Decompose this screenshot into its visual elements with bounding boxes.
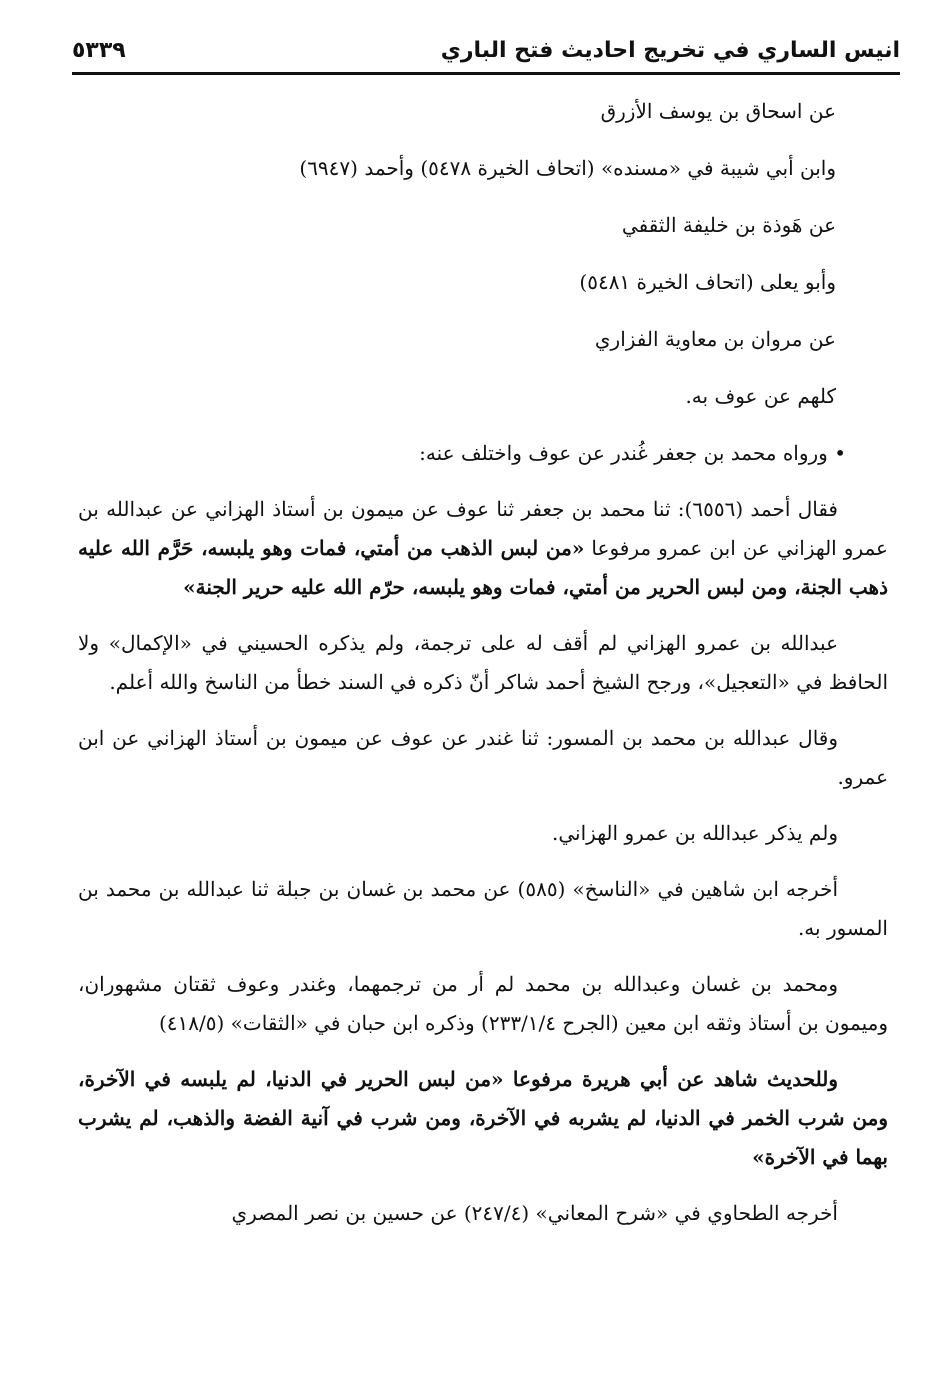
hadith-text: «من لبس الذهب من أمتي، فمات وهو يلبسه، حَرَّم الله عليه ذهب الجنة، ومن لبس الحرير من أمتي، فمات وهو يلبسه، حرّم الله عليه حرير الجنة» <box>78 536 888 599</box>
paragraph-shahid: وللحديث شاهد عن أبي هريرة مرفوعا «من لبس الحرير في الدنيا، لم يلبسه في الآخرة، ومن شرب الخمر في الدنيا، لم يشربه في الآخرة، ومن شرب في آنية الفضة والذهب، لم يشرب بهما في الآخرة» <box>78 1067 888 1169</box>
paragraph: وقال عبدالله بن محمد بن المسور: ثنا غندر عن عوف عن ميمون بن أستاذ الهزاني عن ابن عمرو. <box>78 726 888 789</box>
running-title: انيس الساري في تخريج احاديث فتح الباري <box>440 37 900 63</box>
text-line: وابن أبي شيبة في «مسنده» (اتحاف الخيرة ٥٤٧٨) وأحمد (٦٩٤٧) <box>299 156 836 180</box>
page-number: ٥٣٣٩ <box>72 37 126 63</box>
text-line: وأبو يعلى (اتحاف الخيرة ٥٤٨١) <box>579 270 836 294</box>
page-body <box>78 92 888 1364</box>
text-line: كلهم عن عوف به. <box>685 384 836 408</box>
bullet-line: • ورواه محمد بن جعفر غُندر عن عوف واختلف عنه: <box>419 441 846 465</box>
text-line: عن هَوذة بن خليفة الثقفي <box>621 213 836 237</box>
paragraph-hadith <box>78 490 888 607</box>
text-line: عن مروان بن معاوية الفزاري <box>594 327 836 351</box>
paragraph-text: فقال أحمد (٦٥٥٦): ثنا محمد بن جعفر ثنا عوف عن ميمون بن أستاذ الهزاني عن عبدالله بن عمرو الهزاني عن ابن عمرو مرفوعا <box>78 497 888 560</box>
paragraph: أخرجه ابن شاهين في «الناسخ» (٥٨٥) عن محمد بن غسان بن جبلة ثنا عبدالله بن محمد بن المسور به. <box>78 877 888 940</box>
paragraph: عبدالله بن عمرو الهزاني لم أقف له على ترجمة، ولم يذكره الحسيني في «الإكمال» ولا الحافظ في «التعجيل»، ورجح الشيخ أحمد شاكر أنّ ذكره في السند خطأ من الناسخ والله أعلم. <box>78 631 888 694</box>
paragraph: ولم يذكر عبدالله بن عمرو الهزاني. <box>552 821 838 845</box>
paragraph: ومحمد بن غسان وعبدالله بن محمد لم أر من ترجمهما، وغندر وعوف ثقتان مشهوران، وميمون بن أستاذ وثقه ابن معين (الجرح ٢٣٣/١/٤) وذكره ابن حبان في «الثقات» (٤١٨/٥) <box>78 972 888 1035</box>
text-line: عن اسحاق بن يوسف الأزرق <box>600 99 836 123</box>
paragraph: أخرجه الطحاوي في «شرح المعاني» (٢٤٧/٤) عن حسين بن نصر المصري <box>231 1201 838 1225</box>
page-header <box>72 28 900 75</box>
